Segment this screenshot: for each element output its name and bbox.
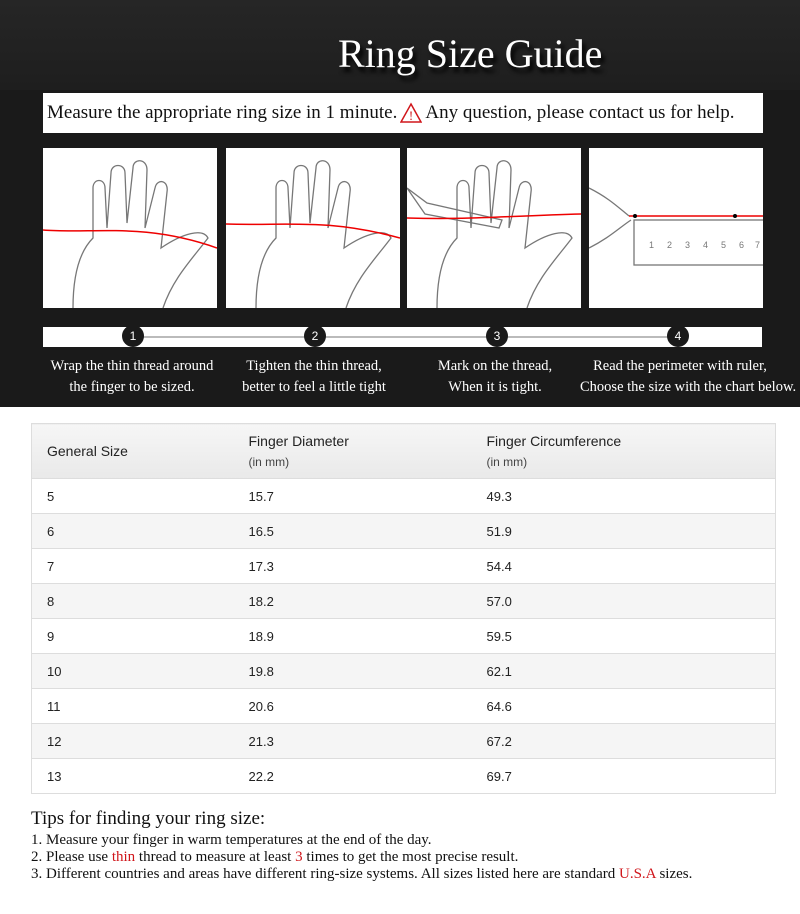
step-2-marker: 2 <box>304 325 326 347</box>
hand-thread-icon <box>226 148 400 308</box>
warning-icon <box>400 102 422 124</box>
step-1-illustration <box>43 148 217 308</box>
step-1-marker: 1 <box>122 325 144 347</box>
table-row <box>32 584 776 619</box>
svg-text:2: 2 <box>667 240 673 250</box>
diameter-cell: 19.8 <box>249 654 487 689</box>
step-4-caption: Read the perimeter with ruler, Choose the size with the chart below. <box>580 358 797 395</box>
ring-size-table <box>31 423 776 794</box>
diameter-cell: 18.9 <box>249 619 487 654</box>
table-row <box>32 549 776 584</box>
table-row <box>32 654 776 689</box>
size-cell: 11 <box>32 689 249 724</box>
hand-pen-icon <box>407 148 581 308</box>
header-finger-circumference: Finger Circumference (in mm) <box>487 424 776 479</box>
diameter-cell: 15.7 <box>249 479 487 514</box>
diameter-cell: 16.5 <box>249 514 487 549</box>
hand-thread-icon <box>43 148 217 308</box>
circumference-cell: 67.2 <box>487 724 776 759</box>
notice-help-text: Any question, please contact us for help. <box>425 102 735 123</box>
tip-2: 2. Please use thin thread to measure at least 3 times to get the most precise result. <box>31 849 519 865</box>
step-4-marker: 4 <box>667 325 689 347</box>
step-2-illustration <box>226 148 400 308</box>
page-title: Ring Size Guide <box>338 31 603 76</box>
svg-text:4: 4 <box>703 240 709 250</box>
circumference-cell: 49.3 <box>487 479 776 514</box>
tip-3: 3. Different countries and areas have different ring-size systems. All sizes listed here are standard U.S.A sizes. <box>31 866 693 882</box>
size-cell: 9 <box>32 619 249 654</box>
size-cell: 7 <box>32 549 249 584</box>
table-row <box>32 689 776 724</box>
svg-text:!: ! <box>409 108 414 123</box>
circumference-cell: 54.4 <box>487 549 776 584</box>
size-cell: 13 <box>32 759 249 794</box>
svg-text:3: 3 <box>685 240 691 250</box>
notice-text: Measure the appropriate ring size in 1 minute. <box>47 102 398 123</box>
size-cell: 10 <box>32 654 249 689</box>
tips-heading: Tips for finding your ring size: <box>31 808 266 829</box>
diameter-cell: 20.6 <box>249 689 487 724</box>
table-row <box>32 479 776 514</box>
ruler-icon <box>589 148 763 308</box>
notice-strip <box>43 93 763 133</box>
circumference-cell: 57.0 <box>487 584 776 619</box>
diameter-cell: 17.3 <box>249 549 487 584</box>
step-1-caption: Wrap the thin thread around the finger to be sized. <box>50 358 214 395</box>
step-3-illustration <box>407 148 581 308</box>
size-cell: 6 <box>32 514 249 549</box>
svg-text:7: 7 <box>755 240 761 250</box>
instructions-section <box>0 0 800 407</box>
circumference-cell: 69.7 <box>487 759 776 794</box>
svg-text:6: 6 <box>739 240 745 250</box>
table-row <box>32 759 776 794</box>
tips-section <box>31 808 692 883</box>
circumference-cell: 51.9 <box>487 514 776 549</box>
header-general-size: General Size <box>32 424 249 479</box>
tip-1: 1. Measure your finger in warm temperatures at the end of the day. <box>31 832 432 848</box>
diameter-cell: 22.2 <box>249 759 487 794</box>
size-cell: 8 <box>32 584 249 619</box>
size-cell: 5 <box>32 479 249 514</box>
step-3-caption: Mark on the thread, When it is tight. <box>437 358 553 395</box>
step-progress-bar <box>43 327 762 347</box>
header-finger-diameter: Finger Diameter (in mm) <box>249 424 487 479</box>
size-cell: 12 <box>32 724 249 759</box>
step-4-illustration <box>589 148 763 308</box>
circumference-cell: 59.5 <box>487 619 776 654</box>
diameter-cell: 18.2 <box>249 584 487 619</box>
table-row <box>32 724 776 759</box>
diameter-cell: 21.3 <box>249 724 487 759</box>
table-row <box>32 514 776 549</box>
svg-text:5: 5 <box>721 240 727 250</box>
circumference-cell: 64.6 <box>487 689 776 724</box>
step-3-marker: 3 <box>486 325 508 347</box>
table-row <box>32 619 776 654</box>
circumference-cell: 62.1 <box>487 654 776 689</box>
step-2-caption: Tighten the thin thread, better to feel a little tight <box>242 358 386 395</box>
svg-text:1: 1 <box>649 240 655 250</box>
